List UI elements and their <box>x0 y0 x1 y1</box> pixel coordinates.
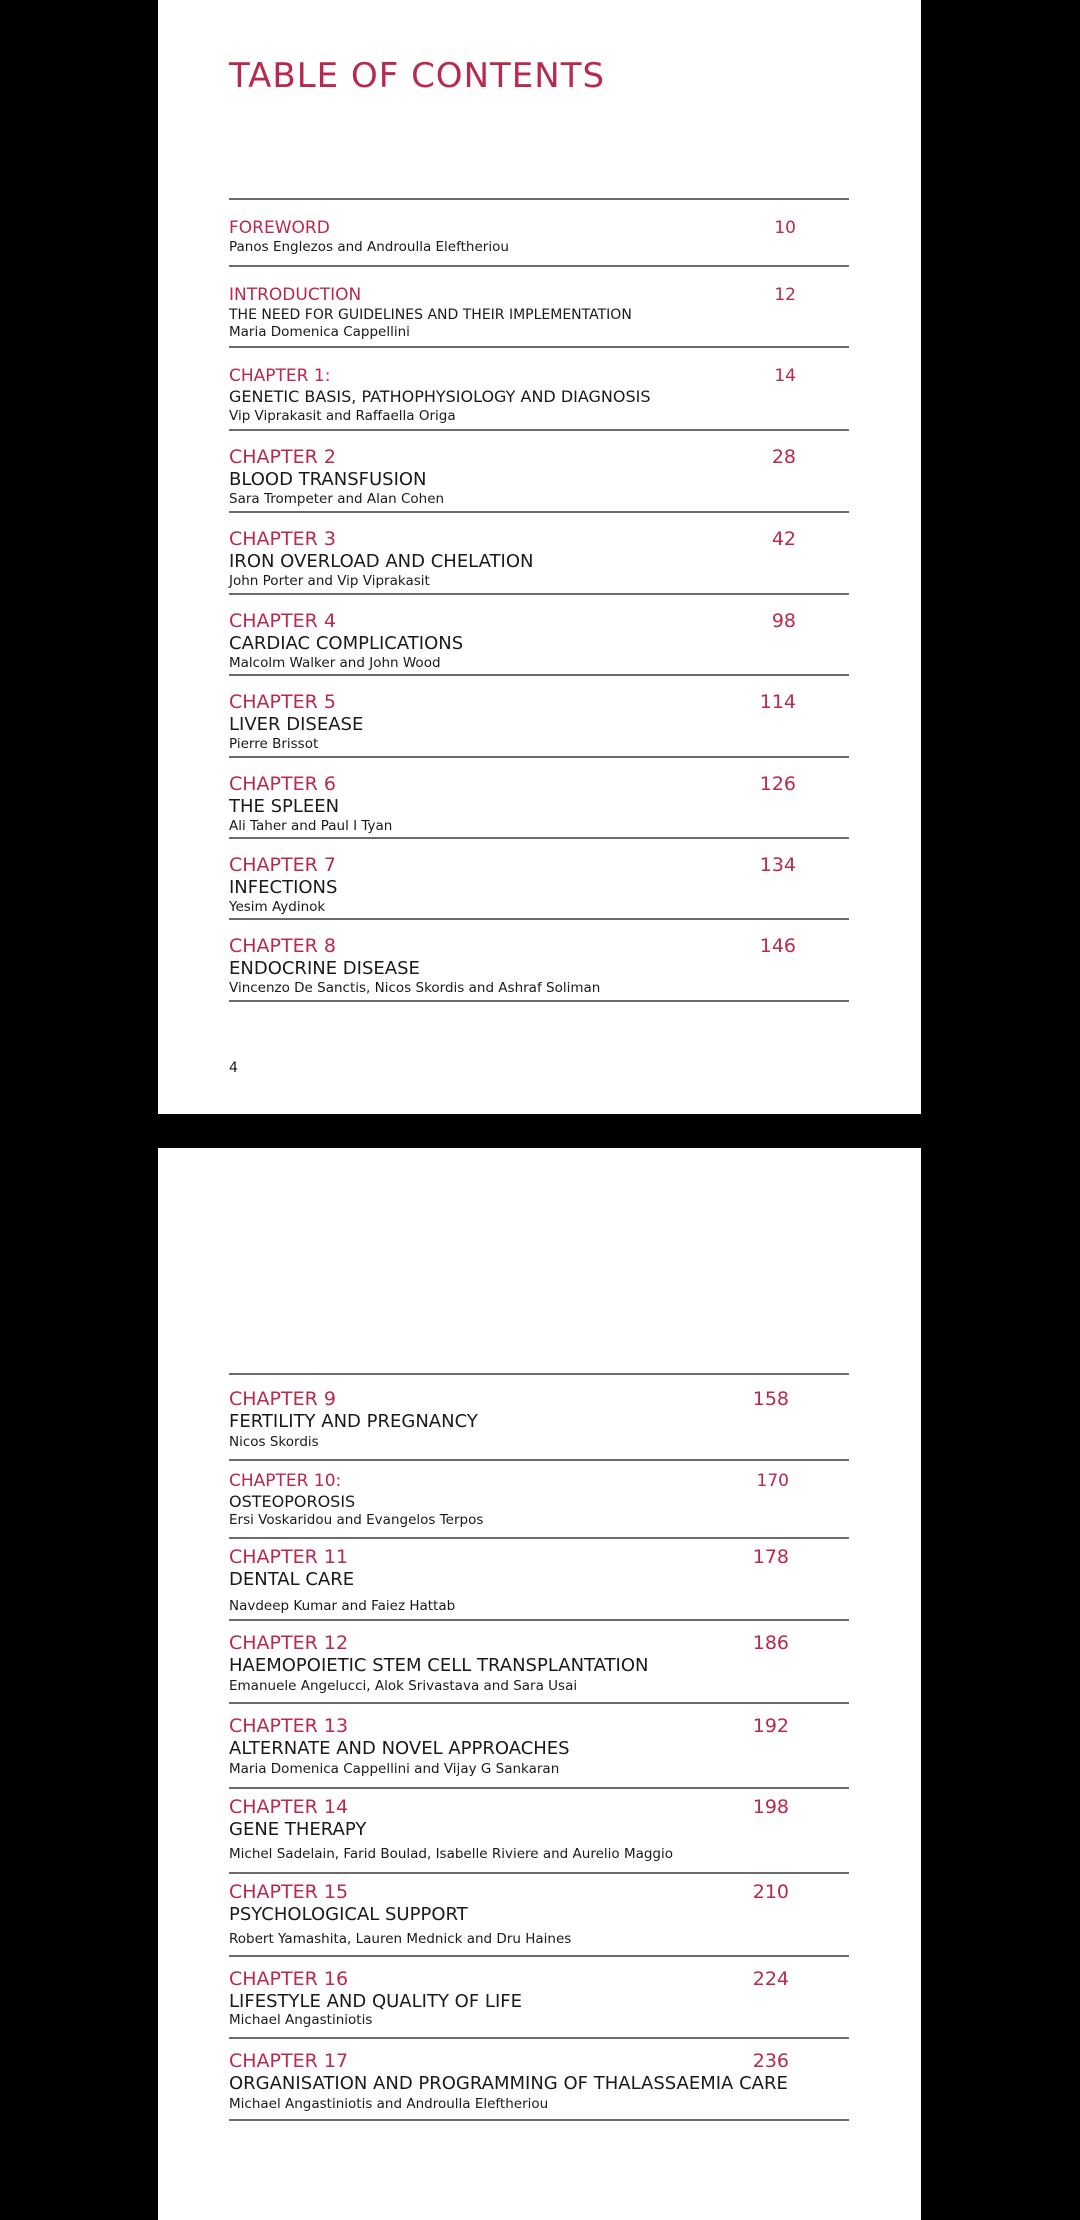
toc-entry-label: FOREWORD <box>229 218 330 238</box>
toc-entry-title: BLOOD TRANSFUSION <box>229 469 427 490</box>
toc-entry-page: 192 <box>752 1715 789 1737</box>
toc-entry-label: CHAPTER 8 <box>229 935 336 957</box>
toc-entry[interactable] <box>229 1539 849 1621</box>
toc-entry-page: 98 <box>771 610 796 632</box>
document-page-2[interactable] <box>158 1148 921 2220</box>
toc-entry-label: CHAPTER 4 <box>229 610 336 632</box>
toc-entry-title: ALTERNATE AND NOVEL APPROACHES <box>229 1738 570 1759</box>
toc-entry-authors: John Porter and Vip Viprakasit <box>229 573 430 589</box>
toc-entry-page: 12 <box>774 285 796 305</box>
toc-entry-label: CHAPTER 10: <box>229 1471 342 1491</box>
toc-entry-authors: Nicos Skordis <box>229 1434 319 1450</box>
toc-entry-title: ORGANISATION AND PROGRAMMING OF THALASSAEMIA CARE <box>229 2073 788 2094</box>
toc-entry-label: CHAPTER 2 <box>229 446 336 468</box>
toc-entry-authors: Emanuele Angelucci, Alok Srivastava and Sara Usai <box>229 1678 578 1694</box>
toc-entry-page: 134 <box>759 854 796 876</box>
toc-entry[interactable] <box>229 1621 849 1704</box>
toc-entry-authors: Yesim Aydinok <box>229 899 326 915</box>
toc-entry-authors: Vincenzo De Sanctis, Nicos Skordis and Ashraf Soliman <box>229 980 601 996</box>
toc-entry-title: LIVER DISEASE <box>229 714 364 735</box>
toc-entry-authors: Sara Trompeter and Alan Cohen <box>229 491 445 507</box>
toc-entry-label: INTRODUCTION <box>229 285 362 305</box>
toc-entry-page: 14 <box>774 366 796 386</box>
toc-entry-label: CHAPTER 14 <box>229 1796 349 1818</box>
toc-entry-page: 170 <box>756 1471 789 1491</box>
toc-entry-page: 10 <box>774 218 796 238</box>
toc-entry-page: 224 <box>752 1968 789 1990</box>
toc-entry[interactable] <box>229 1461 849 1539</box>
toc-entry-authors: Malcolm Walker and John Wood <box>229 655 441 671</box>
toc-entry-title: DENTAL CARE <box>229 1569 355 1590</box>
toc-entry-title: FERTILITY AND PREGNANCY <box>229 1411 478 1432</box>
toc-entry-title: THE SPLEEN <box>229 796 340 817</box>
toc-entry-authors: Michael Angastiniotis and Androulla Eleftheriou <box>229 2096 549 2112</box>
toc-entry[interactable] <box>229 1704 849 1789</box>
toc-entry-page: 126 <box>759 773 796 795</box>
toc-entry-label: CHAPTER 15 <box>229 1881 349 1903</box>
toc-entry-label: CHAPTER 1: <box>229 366 331 386</box>
toc-entry-label: CHAPTER 12 <box>229 1632 349 1654</box>
toc-entry-page: 210 <box>752 1881 789 1903</box>
toc-entry-title: ENDOCRINE DISEASE <box>229 958 420 979</box>
toc-entry-page: 28 <box>771 446 796 468</box>
toc-entry-label: CHAPTER 7 <box>229 854 336 876</box>
toc-entry[interactable] <box>229 2039 849 2121</box>
toc-entry[interactable] <box>229 758 849 839</box>
toc-entry-title: IRON OVERLOAD AND CHELATION <box>229 551 534 572</box>
toc-entry-label: CHAPTER 3 <box>229 528 336 550</box>
toc-entry-label: CHAPTER 13 <box>229 1715 349 1737</box>
page-title: TABLE OF CONTENTS <box>229 56 606 96</box>
toc-entry-page: 178 <box>752 1546 789 1568</box>
toc-entry[interactable] <box>229 1957 849 2039</box>
toc-entry-title: THE NEED FOR GUIDELINES AND THEIR IMPLEMENTATION <box>229 307 632 323</box>
toc-entry-label: CHAPTER 5 <box>229 691 336 713</box>
toc-entry-title: OSTEOPOROSIS <box>229 1492 356 1511</box>
toc-entry-title: HAEMOPOIETIC STEM CELL TRANSPLANTATION <box>229 1655 649 1676</box>
toc-entry-page: 236 <box>752 2050 789 2072</box>
toc-entry-authors: Maria Domenica Cappellini and Vijay G Sankaran <box>229 1761 560 1777</box>
toc-entry-authors: Maria Domenica Cappellini <box>229 324 410 340</box>
toc-entry-authors: Panos Englezos and Androulla Eleftheriou <box>229 239 509 255</box>
toc-entry[interactable] <box>229 1375 849 1461</box>
toc-entry-label: CHAPTER 9 <box>229 1388 336 1410</box>
toc-entry-title: GENE THERAPY <box>229 1819 367 1840</box>
toc-entry-authors: Pierre Brissot <box>229 736 319 752</box>
toc-entry-authors: Ali Taher and Paul I Tyan <box>229 818 393 834</box>
toc-entry-title: PSYCHOLOGICAL SUPPORT <box>229 1904 468 1925</box>
toc-entry-page: 158 <box>752 1388 789 1410</box>
toc-entry-authors: Vip Viprakasit and Raffaella Origa <box>229 408 456 424</box>
toc-entry-label: CHAPTER 16 <box>229 1968 349 1990</box>
toc-entry[interactable] <box>229 1789 849 1874</box>
toc-entry[interactable] <box>229 595 849 676</box>
toc-entry-label: CHAPTER 6 <box>229 773 336 795</box>
toc-entry-authors: Michel Sadelain, Farid Boulad, Isabelle Riviere and Aurelio Maggio <box>229 1846 674 1862</box>
toc-entry-page: 198 <box>752 1796 789 1818</box>
toc-entry[interactable] <box>229 676 849 758</box>
toc-entry[interactable] <box>229 839 849 920</box>
toc-entry-authors: Ersi Voskaridou and Evangelos Terpos <box>229 1512 484 1528</box>
toc-entry[interactable] <box>229 920 849 1002</box>
toc-entry-label: CHAPTER 11 <box>229 1546 349 1568</box>
toc-entry-title: INFECTIONS <box>229 877 338 898</box>
toc-entry-title: GENETIC BASIS, PATHOPHYSIOLOGY AND DIAGNOSIS <box>229 387 651 406</box>
toc-entry-title: LIFESTYLE AND QUALITY OF LIFE <box>229 1991 522 2012</box>
toc-entry-authors: Michael Angastiniotis <box>229 2012 373 2028</box>
toc-entry-page: 186 <box>752 1632 789 1654</box>
toc-entry-title: CARDIAC COMPLICATIONS <box>229 633 464 654</box>
toc-entry[interactable] <box>229 200 849 267</box>
toc-entry[interactable] <box>229 513 849 595</box>
toc-entry-page: 146 <box>759 935 796 957</box>
toc-entry[interactable] <box>229 267 849 348</box>
page-number: 4 <box>229 1060 238 1076</box>
toc-list <box>229 1373 849 2121</box>
toc-entry[interactable] <box>229 1874 849 1957</box>
toc-list <box>229 198 849 1002</box>
toc-entry[interactable] <box>229 431 849 513</box>
toc-entry-label: CHAPTER 17 <box>229 2050 349 2072</box>
toc-entry-authors: Navdeep Kumar and Faiez Hattab <box>229 1598 456 1614</box>
toc-entry[interactable] <box>229 348 849 431</box>
document-page-1[interactable] <box>158 0 921 1114</box>
toc-entry-authors: Robert Yamashita, Lauren Mednick and Dru Haines <box>229 1931 572 1947</box>
toc-entry-page: 114 <box>759 691 796 713</box>
toc-entry-page: 42 <box>771 528 796 550</box>
